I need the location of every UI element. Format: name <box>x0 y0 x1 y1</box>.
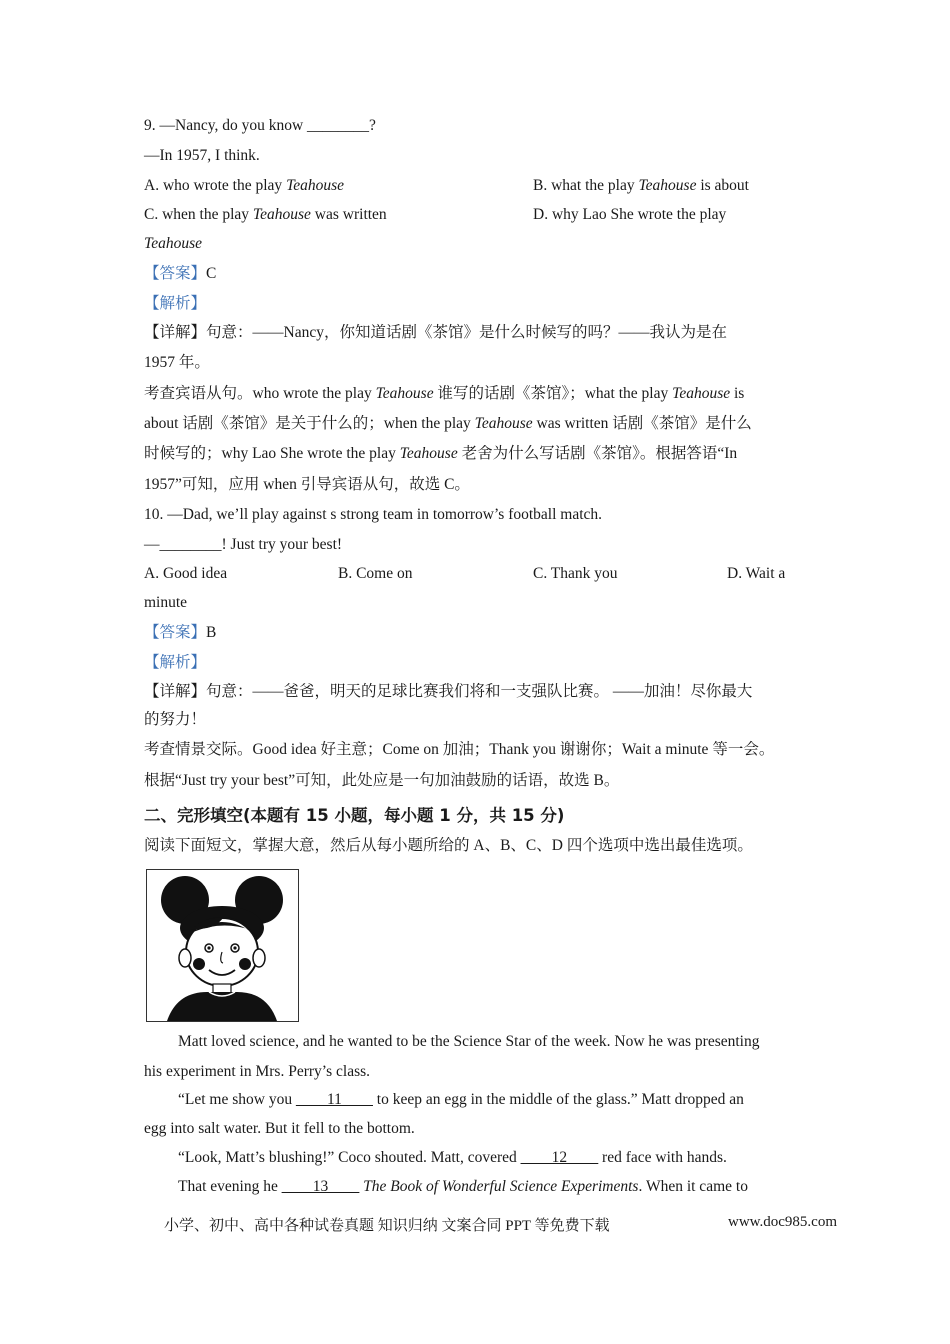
passage-p3: “Look, Matt’s blushing!” Coco shouted. Matt, covered ____12____ red face with hands. <box>178 1149 727 1166</box>
blank-13: ____13____ <box>281 1178 360 1195</box>
q9-option-d: D. why Lao She wrote the play <box>533 206 727 223</box>
q9-explain-line1: 考查宾语从句。who wrote the play Teahouse 谁写的话剧《茶馆》；what the play Teahouse is <box>144 385 745 402</box>
page-footer <box>164 1214 838 1235</box>
q10-option-c: C. Thank you <box>533 565 618 582</box>
q10-reply: —________! Just try your best! <box>144 536 343 553</box>
q10-answer: 【答案】B <box>144 624 217 641</box>
q9-answer: 【答案】C <box>144 265 217 282</box>
q10-option-d-cont: minute <box>144 594 188 611</box>
q9-analysis-label: 【解析】 <box>144 295 207 312</box>
footer-text: 小学、初中、高中各种试卷真题 知识归纳 文案合同 PPT 等免费下载 <box>164 1218 610 1234</box>
passage-p2-line2: egg into salt water. But it fell to the bottom. <box>144 1120 415 1137</box>
q10-explain-line1: 考查情景交际。Good idea 好主意；Come on 加油；Thank you 谢谢你；Wait a minute 等一会。 <box>144 741 775 758</box>
q9-option-d-cont: Teahouse <box>144 235 202 252</box>
q10-stem: 10. —Dad, we’ll play against s strong team in tomorrow’s football match. <box>144 506 603 523</box>
q10-detail-line2: 的努力！ <box>144 711 207 728</box>
q9-detail-line1: 【详解】句意：——Nancy，你知道话剧《茶馆》是什么时候写的吗？——我认为是在 <box>144 324 727 341</box>
section-instruction: 阅读下面短文，掌握大意，然后从每小题所给的 A、B、C、D 四个选项中选出最佳选项。 <box>144 837 753 854</box>
blank-12: ____12____ <box>520 1149 599 1166</box>
q10-option-a: A. Good idea <box>144 565 228 582</box>
q9-option-a: A. who wrote the play Teahouse <box>144 177 345 194</box>
passage-p2-line1: “Let me show you ____11____ to keep an egg in the middle of the glass.” Matt dropped an <box>178 1091 744 1108</box>
q9-detail-line2: 1957 年。 <box>144 354 210 371</box>
q9-explain-line2: about 话剧《茶馆》是关于什么的；when the play Teahouse was written 话剧《茶馆》是什么 <box>144 415 752 432</box>
passage-p4: That evening he ____13____ The Book of Wonderful Science Experiments. When it came to <box>178 1178 748 1195</box>
q9-reply: —In 1957, I think. <box>144 147 260 164</box>
q9-stem: 9. —Nancy, do you know ________? <box>144 117 376 134</box>
q10-detail-line1: 【详解】句意：——爸爸，明天的足球比赛我们将和一支强队比赛。 ——加油！尽你最大 <box>144 683 753 700</box>
passage-p1-line1: Matt loved science, and he wanted to be the Science Star of the week. Now he was presenting <box>178 1033 760 1050</box>
q10-explain-line2: 根据“Just try your best”可知，此处应是一句加油鼓励的话语，故选 B。 <box>144 772 620 789</box>
q10-option-b: B. Come on <box>338 565 413 582</box>
footer-url[interactable]: www.doc985.com <box>728 1214 838 1230</box>
q9-explain-line3: 时候写的；why Lao She wrote the play Teahouse 老舍为什么写话剧《茶馆》。根据答语“In <box>144 445 738 462</box>
cartoon-girl-illustration <box>146 869 299 1022</box>
q10-analysis-label: 【解析】 <box>144 654 207 671</box>
q10-option-d: D. Wait a <box>727 565 786 582</box>
passage-p1-line2: his experiment in Mrs. Perry’s class. <box>144 1063 371 1080</box>
q9-option-b: B. what the play Teahouse is about <box>533 177 749 194</box>
section-title: 二、完形填空(本题有 15 小题，每小题 1 分，共 15 分) <box>144 806 565 825</box>
q9-explain-line4: 1957”可知，应用 when 引导宾语从句，故选 C。 <box>144 476 470 493</box>
blank-11: ____11____ <box>295 1091 373 1108</box>
q9-option-c: C. when the play Teahouse was written <box>144 206 387 223</box>
